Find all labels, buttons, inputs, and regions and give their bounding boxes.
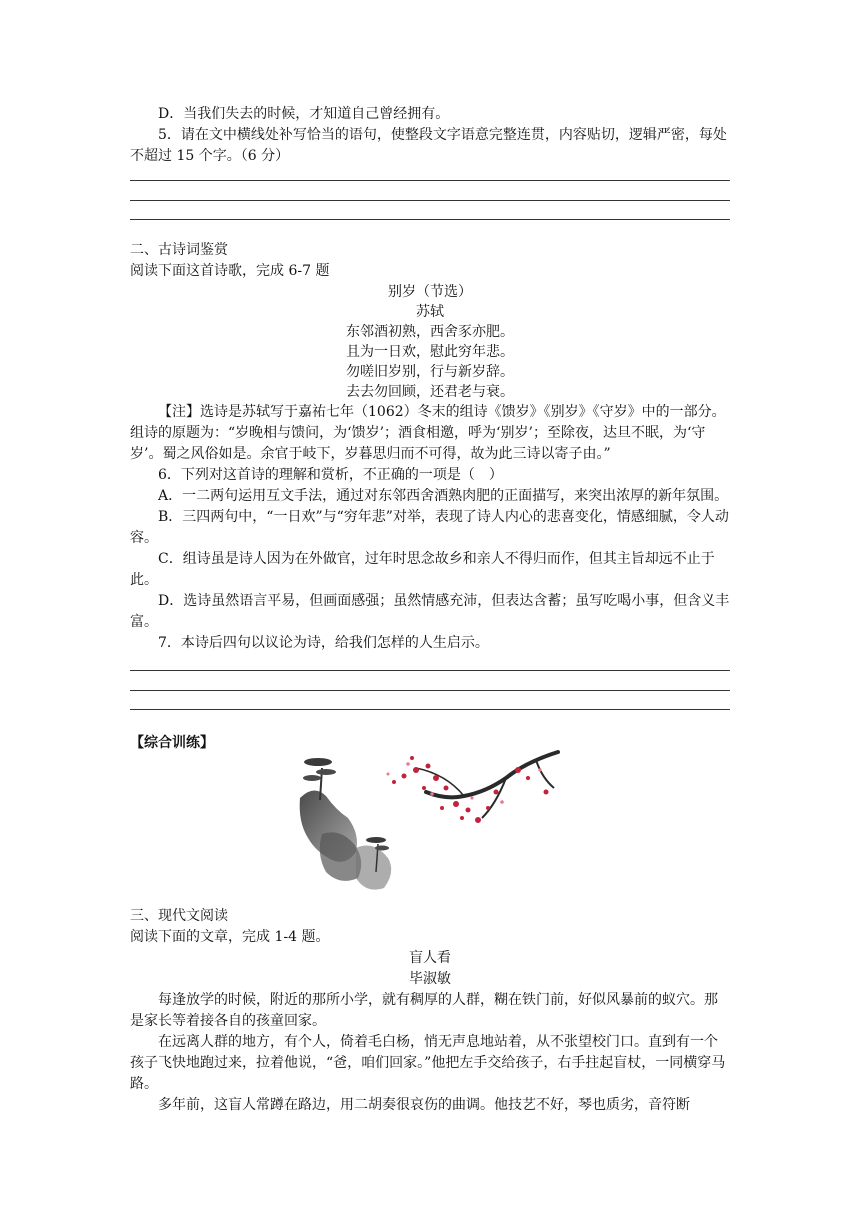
q4-option-d: D．当我们失去的时候，才知道自己曾经拥有。 [158,106,450,122]
article-paragraph: 多年前，这盲人常蹲在路边，用二胡奏很哀伤的曲调。他技艺不好，琴也质劣，音符断 [158,1097,690,1113]
poem-line: 去去勿回顾，还君老与衰。 [346,384,514,400]
poem-line: 勿嗟旧岁别，行与新岁辞。 [346,364,514,380]
q6-option-a: A．一二两句运用互文手法，通过对东邻西舍酒熟肉肥的正面描写，来突出浓厚的新年氛围。 [158,488,729,504]
poem-author: 苏轼 [416,304,444,320]
section2-heading: 二、古诗词鉴赏 [130,242,228,258]
training-heading: 【综合训练】 [130,735,214,751]
q6-option-c: C．组诗虽是诗人因为在外做官，过年时思念故乡和亲人不得归而作，但其主旨却远不止于此。 [130,551,715,588]
article-author: 毕淑敏 [409,971,451,987]
article-paragraph: 每逢放学的时候，附近的那所小学，就有稠厚的人群，糊在铁门前，好似风暴前的蚁穴。那是家长等着接各自的孩童回家。 [130,992,718,1029]
poem-line: 东邻酒初熟，西舍豕亦肥。 [346,324,514,340]
answer-line [130,200,730,201]
q6-option-d: D．选诗虽然语言平易，但画面感强；虽然情感充沛，但表达含蓄；虽写吃喝小事，但含义丰富。 [130,593,730,630]
poem-note: 【注】选诗是苏轼写于嘉祐七年（1062）冬末的组诗《馈岁》《别岁》《守岁》中的一部分。组诗的原题为：“岁晚相与馈问，为‘馈岁’；酒食相邀，呼为‘别岁’；至除夜，达旦不眠，为‘守岁’。蜀之风俗如是。余官于岐下，岁暮思归而不可得，故为此三诗以寄子由。” [130,404,726,462]
q6-option-b: B．三四两句中，“一日欢”与“穷年悲”对举，表现了诗人内心的悲喜变化，情感细腻，令人动容。 [130,509,729,546]
section3-heading: 三、现代文阅读 [130,908,228,924]
q7-prompt: 7．本诗后四句以议论为诗，给我们怎样的人生启示。 [158,635,489,651]
answer-line [130,690,730,691]
q5-prompt: 5．请在文中横线处补写恰当的语句，使整段文字语意完整连贯，内容贴切，逻辑严密，每处不超过 15 个字。（6 分） [130,127,727,164]
answer-line [130,709,730,710]
article-paragraph: 在远离人群的地方，有个人，倚着毛白杨，悄无声息地站着，从不张望校门口。直到有一个孩子飞快地跑过来，拉着他说，“爸，咱们回家。”他把左手交给孩子，右手拄起盲杖，一同横穿马路。 [130,1034,726,1092]
section3-intro: 阅读下面的文章，完成 1-4 题。 [130,929,330,945]
answer-line [130,219,730,220]
section2-intro: 阅读下面这首诗歌，完成 6-7 题 [130,263,330,279]
article-title: 盲人看 [409,950,451,966]
answer-line [130,180,730,181]
ink-landscape-illustration [296,748,562,894]
answer-line [130,670,730,671]
q6-stem: 6．下列对这首诗的理解和赏析，不正确的一项是（ ） [158,467,503,483]
poem-title: 别岁（节选） [388,284,472,300]
poem-line: 且为一日欢，慰此穷年悲。 [346,344,514,360]
